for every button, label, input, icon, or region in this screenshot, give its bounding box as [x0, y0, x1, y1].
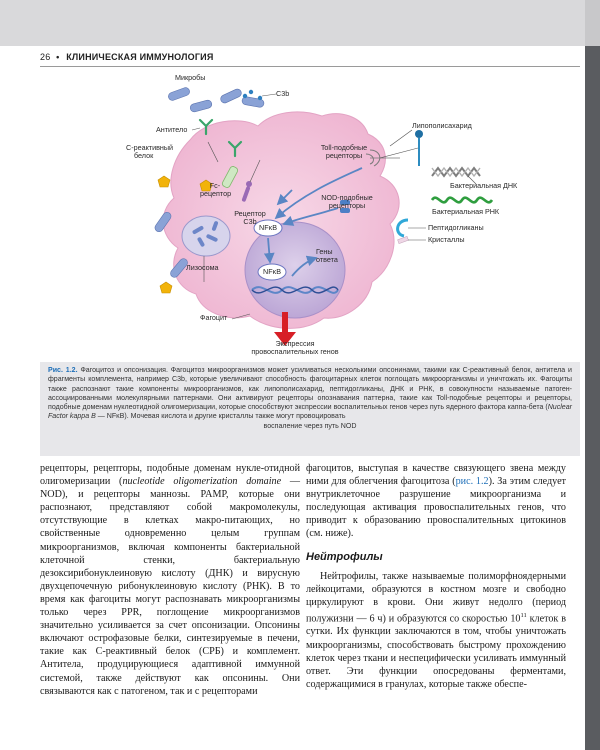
- page-number: 26: [40, 52, 51, 62]
- label-microbes: Микробы: [175, 73, 206, 82]
- label-nfkb-nucleus: NFκB: [263, 267, 281, 276]
- figure-phagocytosis: [40, 68, 580, 360]
- right-edge-bar: [585, 0, 600, 750]
- label-lps: Липополисахарид: [412, 121, 472, 130]
- header-bullet: •: [56, 52, 60, 62]
- header-rule: [40, 66, 580, 67]
- label-c3b: C3b: [276, 89, 290, 98]
- bacterial-rna-shape: [432, 198, 492, 203]
- caption-italic: Nuclear Factor kappa B: [48, 404, 572, 421]
- label-toll-receptors: Toll-подобные рецепторы: [320, 143, 368, 161]
- lysosome: [182, 216, 230, 256]
- label-nfkb-cytoplasm: NFκB: [259, 223, 277, 232]
- body-column-right: [306, 462, 566, 691]
- label-lysosome: Лизосома: [186, 263, 219, 272]
- caption-text-2: — NFκB). Мочевая кислота и другие кристаллы также могут провоцировать: [95, 413, 346, 421]
- crystals-shape: [398, 236, 409, 243]
- label-c3b-receptor: Рецептор C3b: [234, 209, 266, 227]
- label-response-genes: Гены ответа: [316, 247, 338, 265]
- section-title: КЛИНИЧЕСКАЯ ИММУНОЛОГИЯ: [66, 52, 214, 62]
- figure-reference-link[interactable]: рис. 1.2: [455, 476, 489, 488]
- label-peptidoglycans: Пептидогликаны: [428, 223, 484, 232]
- label-crp: С-реактивный белок: [126, 143, 174, 161]
- body-paragraph-left: рецепторы, рецепторы, подобные доменам нукле-отидной олигомеризации (nucleotide oligomerization domaine — NOD), и рецепторы маннозы. PAMP, которые они распознают, представляют собой макромолекулы, отсутствующие в клетках макро-питающих, но свойственные одновременно целым группам микроорганизмов, включая компоненты бактериальной клеточной стенки, бактериальную дезоксирибонуклеиновую кислоту (ДНК) и вирусную двухцепочечную рибонуклеиновую кислоту (РНК). В то время как фагоциты могут распознавать микроорганизмы только через PPR, поглощение микроорганизмов значительно усиливается за счет опсонизации. Опсонины включают острофазовые белки, синтезируемые в печени, такие как С-реактивный белок (СРБ) и комплемент. Антитела, продуцирующиеся адаптивной иммунной системой, также действуют как опсонины. Они связываются как с патогеном, так и с рецепторами: [40, 463, 301, 697]
- running-header: [40, 52, 580, 66]
- label-antibody: Антитело: [156, 125, 188, 134]
- label-bacterial-dna: Бактериальная ДНК: [450, 181, 518, 190]
- right-edge-bar-top: [585, 0, 600, 46]
- label-nod-receptors: NOD-подобные рецепторы: [321, 193, 373, 211]
- body-paragraph-right-2: Нейтрофилы, также называемые полиморфноядерными лейкоцитами, образуются в костном мозге и свободно циркулируют в крови. Они живут недолго (период полужизни — 6 ч) и образуются со скоростью $10^{11}$ клеток в сутки. Их функции заключаются в том, чтобы уничтожать микроорганизмы, способствовать быстрому прохождению клеток через ткани и неспецифически усиливать иммунный ответ. Эти функции опосредованы ферментами, содержащимися в гранулах, которые также обеспе-: [306, 570, 566, 690]
- caption-fig-number: Рис. 1.2.: [48, 367, 78, 374]
- figure-caption: [40, 362, 580, 456]
- peptidoglycan-shape: [398, 220, 408, 236]
- lps-shape: [415, 130, 423, 166]
- label-bacterial-rna: Бактериальная РНК: [432, 207, 500, 216]
- section-heading-neutrophils: Нейтрофилы: [306, 550, 383, 563]
- top-gray-band: [0, 0, 585, 46]
- label-expression: Экспрессия провоспалительных генов: [251, 339, 339, 357]
- label-crystals: Кристаллы: [428, 235, 465, 244]
- body-paragraph-right-1: фагоцитов, выступая в качестве связующего звена между ними для облегчения фагоцитоза (рис. 1.2). За этим следует внутриклеточное разрушение микроорганизма и последующая активация провоспалительных генов, что приводит к образованию провоспалительных цитокинов (см. ниже).: [306, 463, 566, 540]
- label-fc-receptor: Fc- рецептор: [200, 181, 232, 199]
- caption-text-1: Фагоцитоз и опсонизация. Фагоцитоз микроорганизмов может усиливаться несколькими опсонинами, такими как С-реактивный белок, антитела и фрагменты комплемента, например C3b, которые увеличивают способность фагоцитарных клеток поглощать микроорганизмы и уничтожать их. Фагоциты также распознают такие компоненты микроорганизмов, как липополисахарид, пептидогликаны, ДНК и РНК, в совокупности называемые патоген-ассоциированными молекулярными паттернами. Они активируют рецепторы опознавания паттерна, такие как Toll-подобные рецепторы и рецепторы, подобные доменам нуклеотидной олигомеризации, которые способствуют экспрессии воспалительных генов через путь ядерного фактора каппа-бета (: [48, 367, 572, 412]
- label-phagocyte: Фагоцит: [200, 313, 228, 322]
- body-column-left: [40, 462, 300, 698]
- caption-text-3: воспаление через путь NOD: [263, 422, 357, 430]
